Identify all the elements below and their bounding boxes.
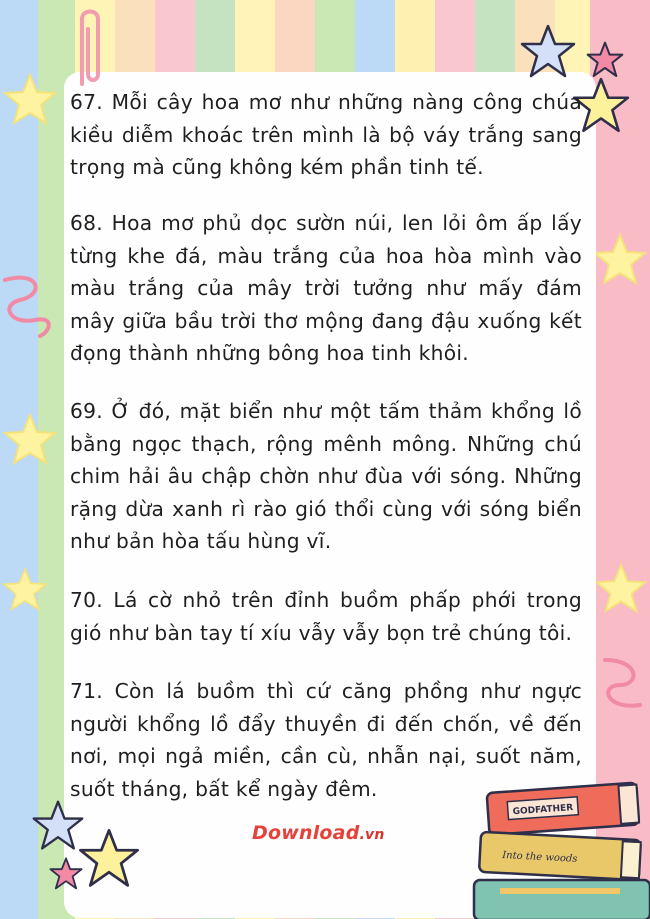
star-icon <box>76 826 142 892</box>
download-vn-logo <box>252 822 385 844</box>
paragraph-71: 71. Còn lá buồm thì cứ căng phồng như ngực người khổng lồ đẩy thuyền đi đến chốn, về đến nơi, mọi ngả miền, cần cù, nhẫn nại, suốt năm, suốt tháng, bất kể ngày đêm. <box>70 679 582 801</box>
squiggle-icon <box>595 655 650 715</box>
squiggle-icon <box>0 270 60 340</box>
background-star-icon <box>592 560 650 618</box>
star-icon <box>585 40 625 80</box>
book-label: GODFATHER <box>512 803 574 818</box>
logo-suffix: .vn <box>359 827 385 843</box>
background-star-icon <box>0 70 60 130</box>
paperclip-icon <box>70 4 110 94</box>
paragraph-68: 68. Hoa mơ phủ dọc sườn núi, len lỏi ôm ấp lấy từng khe đá, màu trắng của hoa hòa mình vào màu trắng của mây trời tưởng như mấy đám mây giữa bầu trời thơ mộng đang đậu xuống kết đọng thành những bông hoa tinh khôi. <box>70 211 582 365</box>
logo-main: Download <box>252 822 360 844</box>
book-label: Into the woods <box>501 849 578 865</box>
paragraph-70: 70. Lá cờ nhỏ trên đỉnh buồm phấp phới trong gió như bàn tay tí xíu vẫy vẫy bọn trẻ chúng tôi. <box>70 588 582 645</box>
background-star-icon <box>0 560 50 620</box>
star-icon <box>518 22 578 82</box>
star-icon <box>48 856 84 892</box>
background-star-icon <box>0 410 60 470</box>
paragraph-67: 67. Mỗi cây hoa mơ như những nàng công chúa kiều diễm khoác trên mình là bộ váy trắng sang trọng mà cũng không kém phần tinh tế. <box>70 90 582 179</box>
paragraph-69: 69. Ở đó, mặt biển như một tấm thảm khổng lồ bằng ngọc thạch, rộng mênh mông. Những chú chim hải âu chập chờn như đùa với sóng. Những rặng dừa xanh rì rào gió thổi cùng với sóng biển như bản hòa tấu hùng vĩ. <box>70 399 582 553</box>
background-star-icon <box>590 230 650 290</box>
